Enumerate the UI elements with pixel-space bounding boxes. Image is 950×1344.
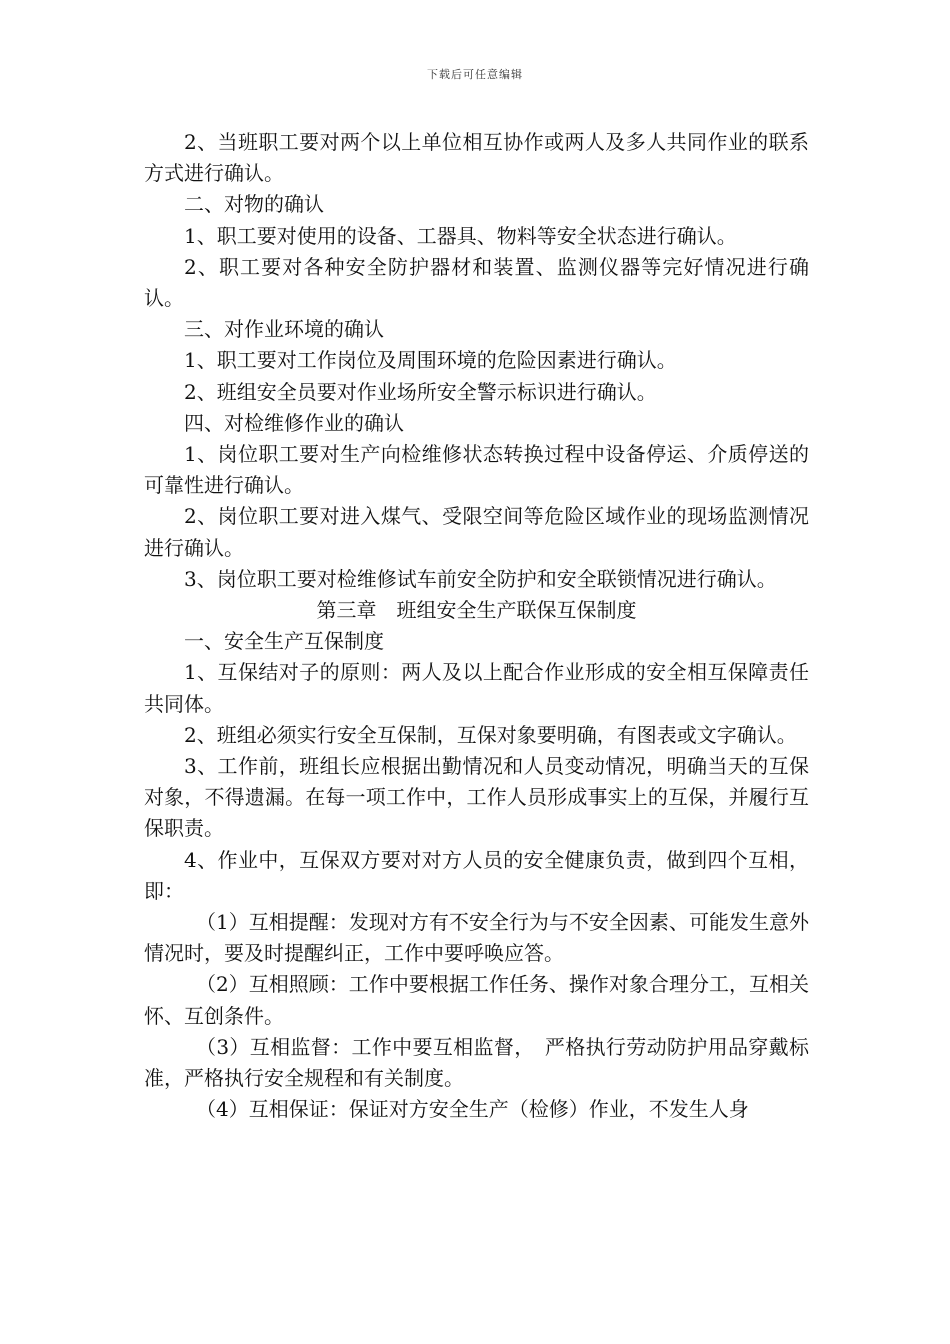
paragraph: 2、职工要对各种安全防护器材和装置、监测仪器等完好情况进行确认。	[144, 254, 809, 311]
paragraph: 1、互保结对子的原则：两人及以上配合作业形成的安全相互保障责任共同体。	[144, 660, 809, 716]
document-body	[144, 127, 809, 1126]
section-heading: 二、对物的确认	[184, 192, 324, 217]
paragraph: 2、班组必须实行安全互保制，互保对象要明确，有图表或文字确认。	[184, 722, 797, 747]
paragraph: 1、岗位职工要对生产向检维修状态转换过程中设备停运、介质停送的可靠性进行确认。	[144, 442, 809, 498]
section-heading: 四、对检维修作业的确认	[184, 410, 404, 435]
list-item: （4）互相保证：保证对方安全生产（检修）作业，不发生人身	[196, 1097, 749, 1122]
paragraph: 3、工作前，班组长应根据出勤情况和人员变动情况，明确当天的互保对象，不得遗漏。在每一项工作中，工作人员形成事实上的互保，并履行互保职责。	[144, 754, 809, 841]
section-heading: 一、安全生产互保制度	[184, 629, 384, 654]
paragraph: 2、当班职工要对两个以上单位相互协作或两人及多人共同作业的联系方式进行确认。	[144, 130, 809, 186]
list-item: （3）互相监督：工作中要互相监督， 严格执行劳动防护用品穿戴标准，严格执行安全规程和有关制度。	[144, 1034, 809, 1091]
paragraph: 1、职工要对工作岗位及周围环境的危险因素进行确认。	[184, 348, 677, 373]
paragraph: 4、作业中，互保双方要对对方人员的安全健康负责，做到四个互相，即：	[144, 847, 809, 903]
paragraph: 2、岗位职工要对进入煤气、受限空间等危险区域作业的现场监测情况进行确认。	[144, 504, 809, 560]
paragraph: 1、职工要对使用的设备、工器具、物料等安全状态进行确认。	[184, 223, 737, 248]
section-heading: 三、对作业环境的确认	[184, 317, 384, 342]
chapter-title: 第三章 班组安全生产联保互保制度	[316, 598, 637, 623]
list-item: （1）互相提醒：发现对方有不安全行为与不安全因素、可能发生意外情况时，要及时提醒纠正，工作中要呼唤应答。	[144, 910, 809, 966]
paragraph: 3、岗位职工要对检维修试车前安全防护和安全联锁情况进行确认。	[184, 566, 777, 591]
page-header: 下载后可任意编辑	[427, 68, 523, 81]
list-item: （2）互相照顾：工作中要根据工作任务、操作对象合理分工，互相关怀、互创条件。	[144, 972, 809, 1028]
paragraph: 2、班组安全员要对作业场所安全警示标识进行确认。	[184, 379, 657, 404]
